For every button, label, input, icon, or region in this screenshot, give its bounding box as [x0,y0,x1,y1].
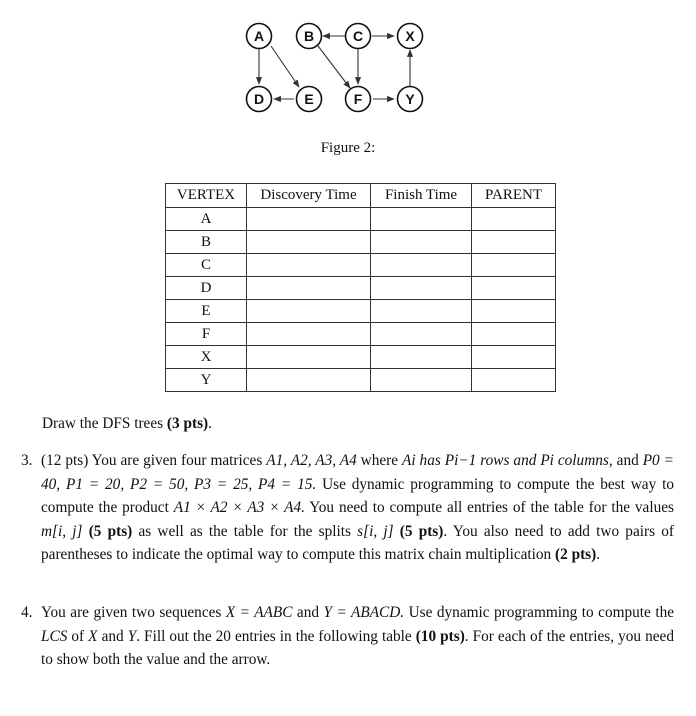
svg-text:B: B [303,28,315,44]
parent-cell [472,323,556,346]
node-e [297,87,322,112]
discovery-cell [247,208,371,231]
s-table-term: s[i, j] [357,522,394,540]
table-row [166,300,556,323]
question-3-text: (12 pts) You are given four matrices A1, A2, A3, A4 where Ai has Pi−1 rows and Pi columns, and P0 = 40, P1 = 20, P2 = 50, P3 = 25, P4 = 15. Use dynamic programming to compute the best way to compute the product A1 × A2 × A3 × A4. You need to compute all entries of the table for the values m[i, j] (5 pts) as well as the table for the splits s[i, j] (5 pts). You also need to add two pairs of parentheses to indicate the optimal way to compute this matrix chain multiplication (2 pts). [41,452,674,563]
directed-graph-figure [0,0,696,135]
discovery-cell [247,300,371,323]
table-row [166,208,556,231]
lcs-term: LCS [41,627,68,645]
discovery-cell [247,254,371,277]
dfs-table [165,183,556,392]
svg-text:D: D [253,91,265,107]
svg-text:F: F [353,91,363,107]
question-4-text: You are given two sequences X = AABC and Y = ABACD. Use dynamic programming to compute the LCS of X and Y. Fill out the 20 entries in the following table (10 pts). For each of the entries, you need to show both the value and the arrow. [41,604,675,668]
finish-cell [371,277,472,300]
node-a [247,24,272,49]
parent-cell [472,208,556,231]
parent-cell [472,369,556,392]
matrix-list: A1, A2, A3, A4 [266,452,357,469]
node-x [398,24,423,49]
parent-cell [472,346,556,369]
vertex-cell: A [166,208,247,231]
parent-cell [472,277,556,300]
node-y [398,87,423,112]
finish-cell [371,231,472,254]
finish-cell [371,208,472,231]
svg-text:C: C [352,28,364,44]
table-row [166,346,556,369]
table-row [166,231,556,254]
table-row [166,369,556,392]
node-b [297,24,322,49]
dfs-instruction: Draw the DFS trees (3 pts). [42,415,212,432]
svg-text:E: E [304,91,314,107]
discovery-cell [247,323,371,346]
table-header-row [166,184,556,208]
parent-cell [472,254,556,277]
vertex-cell: F [166,323,247,346]
question-4-number: 4. [21,604,33,621]
discovery-cell [247,346,371,369]
question-3-number: 3. [21,452,33,469]
matrix-product: A1 × A2 × A3 × A4. [173,499,305,516]
table-row [166,323,556,346]
vertex-cell: X [166,346,247,369]
dimension-values: P0 = 40, P1 = 20, P2 = 50, P3 = 25, P4 = 15. [41,452,674,493]
header-discovery-time: Discovery Time [247,184,371,208]
table-row [166,254,556,277]
header-vertex: VERTEX [166,184,247,208]
discovery-cell [247,231,371,254]
vertex-cell: Y [166,369,247,392]
parent-cell [472,231,556,254]
vertex-cell: B [166,231,247,254]
discovery-cell [247,277,371,300]
edge-b-f [318,46,350,88]
sequence-x: X = AABC [225,604,293,621]
finish-cell [371,369,472,392]
figure-caption: Figure 2: [320,140,376,156]
vertex-cell: C [166,254,247,277]
svg-text:A: A [253,28,265,44]
vertex-cell: D [166,277,247,300]
finish-cell [371,254,472,277]
discovery-cell [247,369,371,392]
edge-a-e [271,46,299,87]
finish-cell [371,346,472,369]
node-c [346,24,371,49]
node-d [247,87,272,112]
m-table-term: m[i, j] [41,522,83,540]
sequence-y: Y = ABACD. [323,604,405,621]
header-finish-time: Finish Time [371,184,472,208]
dimension-clause: Ai has Pi−1 rows and Pi columns, [402,452,613,469]
vertex-cell: E [166,300,247,323]
finish-cell [371,300,472,323]
svg-text:X: X [405,28,415,44]
svg-text:Y: Y [405,91,415,107]
parent-cell [472,300,556,323]
header-parent: PARENT [472,184,556,208]
node-f [346,87,371,112]
finish-cell [371,323,472,346]
table-row [166,277,556,300]
